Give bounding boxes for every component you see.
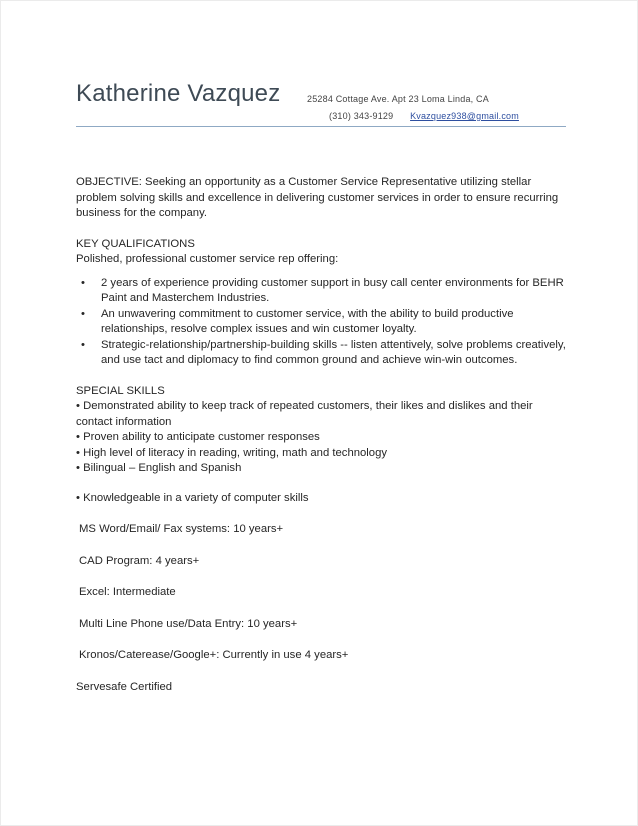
contact-line [329,111,519,121]
phone-number: (310) 343-9129 [329,111,394,121]
header-divider [76,126,566,127]
objective-paragraph: OBJECTIVE: Seeking an opportunity as a Customer Service Representative utilizing stellar problem solving skills and excellence in delivering customer services in order to ensure recurring business for the company. [76,176,559,219]
bullet-icon: • [81,338,85,351]
skill-item: • Proven ability to anticipate customer responses [76,431,320,443]
computer-skills-intro: • Knowledgeable in a variety of computer skills [76,491,309,504]
certification: Servesafe Certified [76,680,173,693]
list-item: • Strategic-relationship/partnership-building skills -- listen attentively, solve problems creatively, and use tact and diplomacy to find common ground and achieve win-win outcomes. [81,338,566,366]
list-item: • An unwavering commitment to customer service, with the ability to build productive relationships, resolve complex issues and win customer loyalty. [81,307,514,335]
candidate-name: Katherine Vazquez [76,80,281,107]
special-skills-heading: SPECIAL SKILLS [76,384,165,397]
skill-item: • Bilingual – English and Spanish [76,462,242,474]
bullet-icon: • [81,276,85,289]
bullet-icon: • [81,307,85,320]
qualifications-list [76,276,566,369]
skill-item: • High level of literacy in reading, writing, math and technology [76,446,388,459]
key-qualifications-heading: KEY QUALIFICATIONS [76,237,195,250]
computer-skill-item: Multi Line Phone use/Data Entry: 10 years+ [79,617,298,630]
resume-body [76,175,566,695]
list-item: • 2 years of experience providing customer support in busy call center environments for BEHR Paint and Masterchem Industries. [81,276,564,304]
computer-skill-item: Excel: Intermediate [79,586,176,598]
email-link[interactable]: Kvazquez938@gmail.com [410,111,519,121]
computer-skill-item: MS Word/Email/ Fax systems: 10 years+ [79,523,284,535]
computer-skill-item: CAD Program: 4 years+ [79,554,200,567]
address-line: 25284 Cottage Ave. Apt 23 Loma Linda, CA [307,94,489,104]
skill-item: • Demonstrated ability to keep track of repeated customers, their likes and dislikes and their contact information [76,400,533,428]
qualifications-intro: Polished, professional customer service rep offering: [76,253,339,265]
computer-skill-item: Kronos/Caterease/Google+: Currently in use 4 years+ [79,649,349,661]
